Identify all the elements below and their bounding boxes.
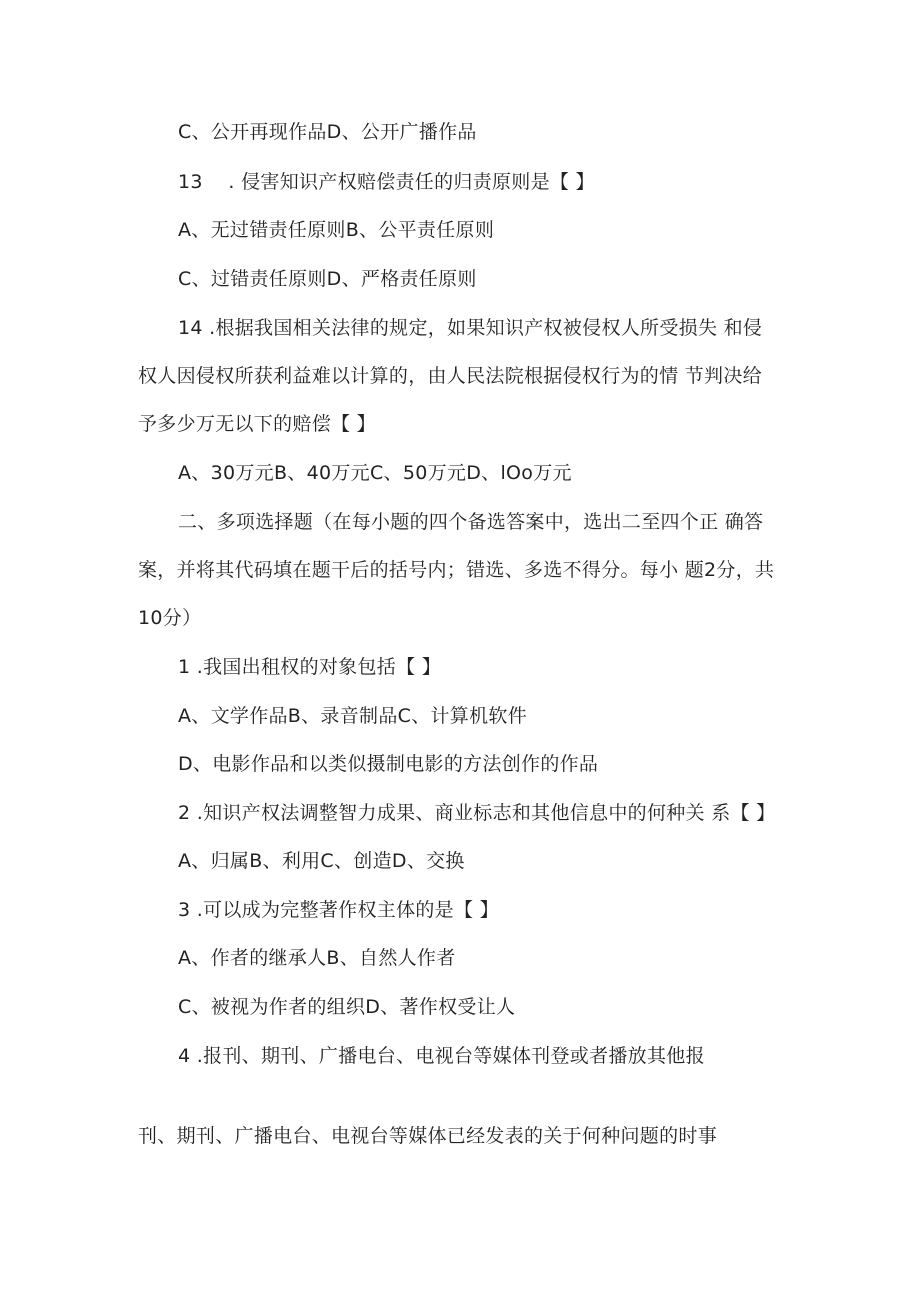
section-2-heading-line-1: 二、多项选择题（在每小题的四个备选答案中，选出二至四个正 确答 <box>178 511 764 533</box>
options-mc-1-abc: A、文学作品B、录音制品C、计算机软件 <box>178 705 527 727</box>
question-14-line-1: 14 .根据我国相关法律的规定，如果知识产权被侵权人所受损失 和侵 <box>178 317 763 339</box>
options-13-cd: C、过错责任原则D、严格责任原则 <box>178 268 477 290</box>
question-mc-4-line-2: 刊、期刊、广播电台、电视台等媒体已经发表的关于何种问题的时事 <box>138 1125 718 1147</box>
question-mc-4-line-1: 4 .报刊、期刊、广播电台、电视台等媒体刊登或者播放其他报 <box>178 1045 705 1067</box>
options-mc-1-d: D、电影作品和以类似摄制电影的方法创作的作品 <box>178 753 599 775</box>
question-mc-2: 2 .知识产权法调整智力成果、商业标志和其他信息中的何种关 系【 】 <box>178 802 776 824</box>
section-2-heading-line-2: 案，并将其代码填在题干后的括号内；错选、多选不得分。每小 题2分，共 <box>138 559 775 581</box>
options-14: A、30万元B、40万元C、50万元D、lOo万元 <box>178 462 572 484</box>
question-mc-1: 1 .我国出租权的对象包括【 】 <box>178 656 442 678</box>
options-13-ab: A、无过错责任原则B、公平责任原则 <box>178 219 495 241</box>
options-mc-3-cd: C、被视为作者的组织D、著作权受让人 <box>178 996 516 1018</box>
question-mc-3: 3 .可以成为完整著作权主体的是【 】 <box>178 899 499 921</box>
question-14-line-3: 予多少万无以下的赔偿【 】 <box>138 413 376 435</box>
question-13: 13 . 侵害知识产权赔偿责任的归责原则是【 】 <box>178 171 595 193</box>
text-line-c-option-12: C、公开再现作品D、公开广播作品 <box>178 121 477 143</box>
options-mc-2: A、归属B、利用C、创造D、交换 <box>178 850 465 872</box>
section-2-heading-line-3: 10分） <box>138 607 202 629</box>
question-14-line-2: 权人因侵权所获利益难以计算的，由人民法院根据侵权行为的情 节判决给 <box>138 365 762 387</box>
options-mc-3-ab: A、作者的继承人B、自然人作者 <box>178 947 456 969</box>
